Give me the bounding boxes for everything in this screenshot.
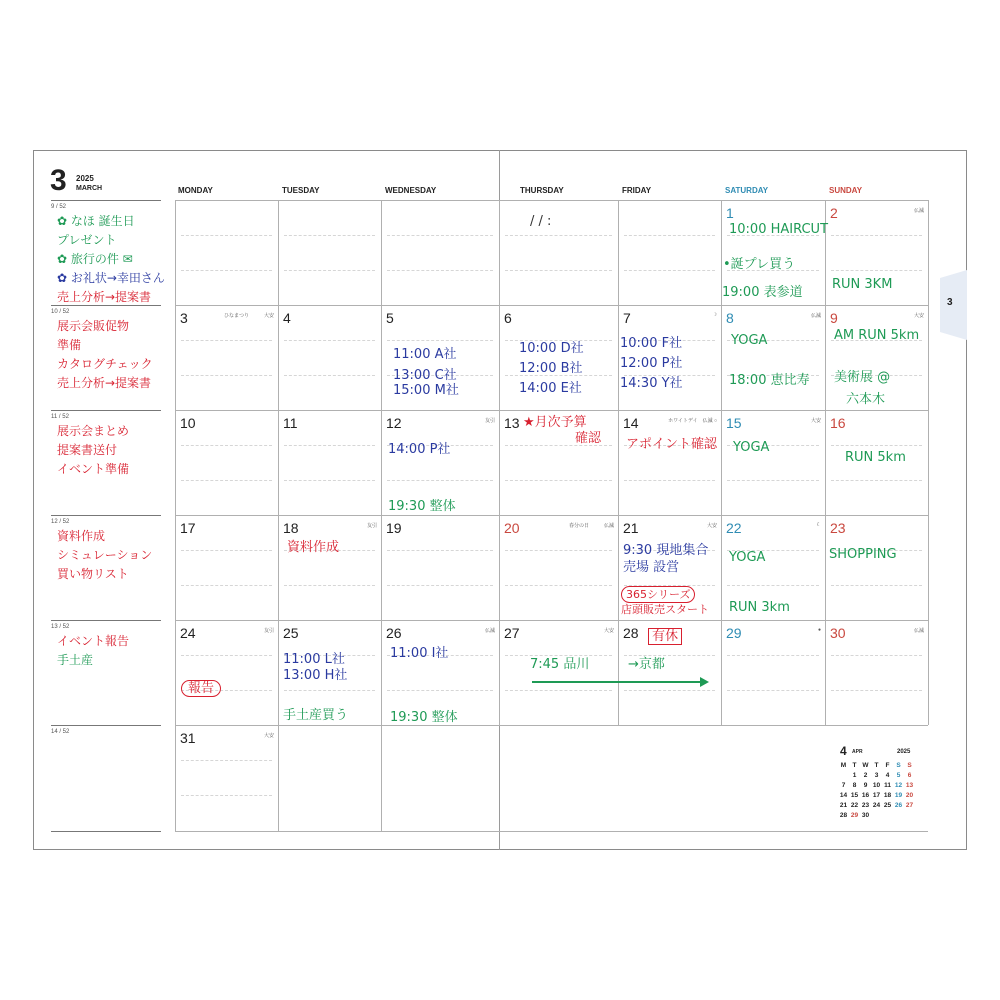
cell-guide-line xyxy=(181,375,272,376)
cell-guide-line xyxy=(727,585,819,586)
mini-calendar-day: 27 xyxy=(905,801,914,809)
cell-guide-line xyxy=(181,760,272,761)
mini-calendar-day: 4 xyxy=(885,771,890,779)
cell-guide-line xyxy=(181,655,272,656)
day-number-7[interactable]: 7 xyxy=(623,310,631,326)
mini-calendar-day: 15 xyxy=(850,791,859,799)
day-almanac-note: 仏滅 xyxy=(484,628,495,634)
week-memo-note: ✿ 旅行の件 ✉ xyxy=(57,252,133,266)
mini-calendar-day: 17 xyxy=(872,791,881,799)
day-number-27[interactable]: 27 xyxy=(504,625,520,641)
cell-guide-line xyxy=(624,270,715,271)
day-number-12[interactable]: 12 xyxy=(386,415,402,431)
cell-guide-line xyxy=(284,445,375,446)
day-almanac-note: 大安 xyxy=(263,733,274,739)
mini-calendar-day: 30 xyxy=(861,811,870,819)
day-number-30[interactable]: 30 xyxy=(830,625,846,641)
month-index-tab[interactable] xyxy=(940,270,967,340)
cell-guide-line xyxy=(284,340,375,341)
week-divider xyxy=(51,305,161,306)
handwritten-entry: •誕プレ買う xyxy=(723,257,796,272)
week-divider xyxy=(51,515,161,516)
handwritten-entry: 9:30 現地集合 xyxy=(623,543,709,558)
week-divider xyxy=(51,620,161,621)
handwritten-entry: 7:45 品川 xyxy=(530,657,590,672)
day-header-friday: FRIDAY xyxy=(622,186,652,195)
day-number-23[interactable]: 23 xyxy=(830,520,846,536)
week-memo-note: イベント報告 xyxy=(57,634,130,648)
handwritten-entry: 14:30 Y社 xyxy=(620,376,683,391)
day-almanac-note: 大安 xyxy=(603,628,614,634)
handwritten-entry: ★月次予算 xyxy=(523,415,587,430)
mini-calendar-month-name: APR xyxy=(852,749,863,755)
mini-calendar-year: 2025 xyxy=(897,749,911,755)
day-number-28[interactable]: 28 xyxy=(623,625,639,641)
day-almanac-note: ● xyxy=(817,627,821,633)
cell-guide-line xyxy=(284,375,375,376)
week-divider xyxy=(51,725,161,726)
cell-guide-line xyxy=(284,235,375,236)
day-header-wednesday: WEDNESDAY xyxy=(385,186,437,195)
day-number-4[interactable]: 4 xyxy=(283,310,291,326)
day-number-6[interactable]: 6 xyxy=(504,310,512,326)
handwritten-entry: 店頭販売スタート xyxy=(621,603,709,616)
day-number-22[interactable]: 22 xyxy=(726,520,742,536)
grid-vertical xyxy=(928,200,929,725)
grid-horizontal xyxy=(175,200,928,201)
cell-guide-line xyxy=(181,445,272,446)
handwritten-entry: 19:30 整体 xyxy=(388,499,456,514)
mini-calendar-day: 9 xyxy=(863,781,868,789)
mini-calendar-month: 4 xyxy=(840,744,847,758)
cell-guide-line xyxy=(181,270,272,271)
handwritten-entry: →京都 xyxy=(628,657,665,672)
week-number-label: 12 / 52 xyxy=(51,519,70,525)
week-memo-note: シミュレーション xyxy=(57,548,153,562)
cell-guide-line xyxy=(181,480,272,481)
day-number-31[interactable]: 31 xyxy=(180,730,196,746)
handwritten-entry: 資料作成 xyxy=(287,540,340,555)
day-number-5[interactable]: 5 xyxy=(386,310,394,326)
year-label: 2025 xyxy=(76,174,94,183)
mini-calendar-day: 12 xyxy=(894,781,903,789)
cell-guide-line xyxy=(284,585,375,586)
week-number-label: 10 / 52 xyxy=(51,309,70,315)
cell-guide-line xyxy=(624,480,715,481)
cell-guide-line xyxy=(831,655,922,656)
day-header-sunday: SUNDAY xyxy=(829,186,863,195)
cell-guide-line xyxy=(387,480,493,481)
handwritten-entry: RUN 5km xyxy=(845,450,906,465)
day-header-monday: MONDAY xyxy=(178,186,213,195)
mini-calendar-weekday: S xyxy=(907,761,912,769)
mini-calendar-day: 23 xyxy=(861,801,870,809)
handwritten-entry: / / : xyxy=(530,214,552,229)
week-memo-note: プレゼント xyxy=(57,233,117,247)
grid-vertical xyxy=(499,200,500,725)
week-memo-note: カタログチェック xyxy=(57,357,153,371)
mini-calendar-day xyxy=(871,810,882,820)
grid-horizontal xyxy=(175,305,928,306)
week-memo-note: 準備 xyxy=(57,338,82,352)
handwritten-entry: 報告 xyxy=(181,680,221,697)
day-almanac-note: 友引 xyxy=(366,523,377,529)
day-number-2[interactable]: 2 xyxy=(830,205,838,221)
day-number-29[interactable]: 29 xyxy=(726,625,742,641)
cell-guide-line xyxy=(505,655,612,656)
cell-guide-line xyxy=(505,585,612,586)
handwritten-entry: AM RUN 5km xyxy=(834,328,920,343)
week-memo-note: ✿ なほ 誕生日 xyxy=(57,214,135,228)
mini-calendar-weekday: F xyxy=(885,761,890,769)
cell-guide-line xyxy=(181,550,272,551)
cell-guide-line xyxy=(387,340,493,341)
grid-horizontal xyxy=(278,831,928,832)
cell-guide-line xyxy=(284,690,375,691)
handwritten-entry: 14:00 P社 xyxy=(388,442,451,457)
week-number-label: 11 / 52 xyxy=(51,414,69,420)
handwritten-entry: 美術展 @ xyxy=(834,370,891,385)
mini-calendar-day: 24 xyxy=(872,801,881,809)
day-number-20[interactable]: 20 xyxy=(504,520,520,536)
grid-vertical xyxy=(618,200,619,725)
grid-vertical xyxy=(825,200,826,725)
mini-calendar-day: 25 xyxy=(883,801,892,809)
week-memo-note: 手土産 xyxy=(57,653,94,667)
mini-calendar-weekday: T xyxy=(852,761,857,769)
travel-arrow xyxy=(532,681,707,683)
cell-guide-line xyxy=(284,480,375,481)
cell-guide-line xyxy=(624,235,715,236)
week-number-label: 14 / 52 xyxy=(51,729,70,735)
day-almanac-note: 友引 xyxy=(263,628,274,634)
day-number-16[interactable]: 16 xyxy=(830,415,846,431)
week-divider xyxy=(51,410,161,411)
cell-guide-line xyxy=(387,550,493,551)
day-almanac-note: 仏滅 xyxy=(913,628,924,634)
mini-calendar xyxy=(838,760,915,820)
grid-horizontal xyxy=(175,515,928,516)
mini-calendar-day: 16 xyxy=(861,791,870,799)
handwritten-entry: YOGA xyxy=(729,550,766,565)
cell-guide-line xyxy=(831,235,922,236)
grid-horizontal xyxy=(175,410,928,411)
cell-guide-line xyxy=(387,585,493,586)
handwritten-entry: 六本木 xyxy=(846,392,886,407)
mini-calendar-day: 7 xyxy=(841,781,846,789)
day-almanac-note: 春分の日 仏滅 xyxy=(568,523,614,529)
mini-calendar-day: 11 xyxy=(884,781,891,789)
mini-calendar-day: 5 xyxy=(896,771,901,779)
day-header-saturday: SATURDAY xyxy=(725,186,769,195)
handwritten-entry: 15:00 M社 xyxy=(393,383,459,398)
week-number-label: 13 / 52 xyxy=(51,624,70,630)
day-number-8[interactable]: 8 xyxy=(726,310,734,326)
handwritten-entry: 12:00 B社 xyxy=(519,361,583,376)
handwritten-entry: 11:00 A社 xyxy=(393,347,457,362)
week-memo-note: 展示会販促物 xyxy=(57,319,130,333)
grid-horizontal xyxy=(175,725,928,726)
week-divider xyxy=(51,831,161,832)
cell-guide-line xyxy=(505,480,612,481)
mini-calendar-week-row xyxy=(838,790,915,800)
day-number-26[interactable]: 26 xyxy=(386,625,402,641)
handwritten-entry: 確認 xyxy=(575,431,602,446)
handwritten-entry: 19:00 表参道 xyxy=(722,285,803,300)
cell-guide-line xyxy=(284,270,375,271)
cell-guide-line xyxy=(831,585,922,586)
handwritten-entry: 手土産買う xyxy=(283,708,349,723)
handwritten-entry: 売場 設営 xyxy=(623,560,680,575)
week-memo-note: 売上分析→提案書 xyxy=(57,376,152,390)
day-header-thursday: THURSDAY xyxy=(520,186,564,195)
day-number-13[interactable]: 13 xyxy=(504,415,520,431)
mini-calendar-week-row xyxy=(838,810,915,820)
mini-calendar-day: 26 xyxy=(894,801,903,809)
week-memo-note: 資料作成 xyxy=(57,529,106,543)
mini-calendar-day xyxy=(838,770,849,780)
mini-calendar-weekday: S xyxy=(896,761,901,769)
day-almanac-note: ☽ xyxy=(712,312,717,318)
handwritten-entry: RUN 3KM xyxy=(832,277,893,292)
week-memo-note: 展示会まとめ xyxy=(57,424,130,438)
cell-guide-line xyxy=(831,480,922,481)
mini-calendar-week-row xyxy=(838,780,915,790)
mini-calendar-weekday: M xyxy=(840,761,847,769)
mini-calendar-day: 28 xyxy=(839,811,848,819)
handwritten-entry: 365シリーズ xyxy=(621,586,695,603)
week-divider xyxy=(51,200,161,201)
day-number-15[interactable]: 15 xyxy=(726,415,742,431)
mini-calendar-day: 1 xyxy=(852,771,857,779)
mini-calendar-day: 29 xyxy=(850,811,859,819)
week-memo-note: イベント準備 xyxy=(57,462,130,476)
day-number-14[interactable]: 14 xyxy=(623,415,639,431)
mini-calendar-day: 19 xyxy=(894,791,903,799)
cell-guide-line xyxy=(505,550,612,551)
day-almanac-note: 友引 xyxy=(484,418,495,424)
cell-guide-line xyxy=(831,690,922,691)
cell-guide-line xyxy=(505,235,612,236)
mini-calendar-weekday: W xyxy=(862,761,869,769)
week-memo-note: 提案書送付 xyxy=(57,443,118,457)
cell-guide-line xyxy=(387,690,493,691)
mini-calendar-day: 13 xyxy=(905,781,914,789)
handwritten-entry: YOGA xyxy=(733,440,770,455)
travel-arrow-head xyxy=(700,677,709,687)
day-almanac-note: 仏滅 xyxy=(913,208,924,214)
mini-calendar-day: 14 xyxy=(839,791,848,799)
grid-vertical xyxy=(721,200,722,725)
grid-horizontal xyxy=(175,620,928,621)
handwritten-entry: アポイント確認 xyxy=(626,437,718,452)
mini-calendar-week-row xyxy=(838,800,915,810)
week-memo-note: 買い物リスト xyxy=(57,567,129,581)
handwritten-entry: 19:30 整体 xyxy=(390,710,458,725)
cell-guide-line xyxy=(181,795,272,796)
mini-calendar-day xyxy=(893,810,904,820)
day-almanac-note: ホワイトデイ 仏滅 ○ xyxy=(668,418,717,424)
cell-guide-line xyxy=(727,655,819,656)
day-number-21[interactable]: 21 xyxy=(623,520,639,536)
cell-guide-line xyxy=(181,585,272,586)
cell-guide-line xyxy=(831,445,922,446)
mini-calendar-day: 21 xyxy=(839,801,848,809)
day-almanac-note: 仏滅 xyxy=(810,313,821,319)
cell-guide-line xyxy=(505,270,612,271)
mini-calendar-day xyxy=(882,810,893,820)
day-number-1[interactable]: 1 xyxy=(726,205,734,221)
day-number-9[interactable]: 9 xyxy=(830,310,838,326)
cell-guide-line xyxy=(727,690,819,691)
day-number-18[interactable]: 18 xyxy=(283,520,299,536)
handwritten-entry: 14:00 E社 xyxy=(519,381,582,396)
week-memo-note: 売上分析→提案書 xyxy=(57,290,152,304)
day-number-24[interactable]: 24 xyxy=(180,625,196,641)
handwritten-entry: 10:00 D社 xyxy=(519,341,584,356)
mini-calendar-day: 10 xyxy=(872,781,881,789)
mini-calendar-week-row xyxy=(838,770,915,780)
day-header-tuesday: TUESDAY xyxy=(282,186,320,195)
mini-calendar-day: 22 xyxy=(850,801,859,809)
handwritten-entry: 11:00 I社 xyxy=(390,646,449,661)
month-name: MARCH xyxy=(76,185,103,192)
day-number-10[interactable]: 10 xyxy=(180,415,196,431)
day-almanac-note: ひなまつり 大安 xyxy=(223,313,274,319)
month-number: 3 xyxy=(50,164,67,197)
day-almanac-note: 大安 xyxy=(913,313,924,319)
cell-guide-line xyxy=(505,690,612,691)
day-number-25[interactable]: 25 xyxy=(283,625,299,641)
week-number-label: 9 / 52 xyxy=(51,204,67,210)
day-almanac-note: 大安 xyxy=(810,418,821,424)
day-number-11[interactable]: 11 xyxy=(283,415,298,431)
handwritten-entry: 18:00 恵比寿 xyxy=(729,373,810,388)
handwritten-entry: 12:00 P社 xyxy=(620,356,683,371)
mini-calendar-weekday-row xyxy=(838,760,915,770)
handwritten-entry: 13:00 C社 xyxy=(393,368,457,383)
mini-calendar-day: 20 xyxy=(905,791,914,799)
cell-guide-line xyxy=(181,235,272,236)
mini-calendar-day: 6 xyxy=(907,771,912,779)
day-number-17[interactable]: 17 xyxy=(180,520,196,536)
mini-calendar-day xyxy=(904,810,915,820)
mini-calendar-day: 18 xyxy=(883,791,892,799)
handwritten-entry: 11:00 L社 xyxy=(283,652,345,667)
handwritten-entry: 10:00 HAIRCUT xyxy=(729,222,829,237)
mini-calendar-day: 2 xyxy=(863,771,868,779)
handwritten-entry: SHOPPING xyxy=(829,547,897,562)
mini-calendar-weekday: T xyxy=(874,761,879,769)
planner-spread xyxy=(33,150,967,850)
cell-guide-line xyxy=(831,270,922,271)
day-number-3[interactable]: 3 xyxy=(180,310,188,326)
day-almanac-note: 大安 xyxy=(706,523,717,529)
handwritten-entry: 13:00 H社 xyxy=(283,668,348,683)
cell-guide-line xyxy=(181,340,272,341)
cell-guide-line xyxy=(387,235,493,236)
day-almanac-note: ☾ xyxy=(816,522,821,528)
handwritten-entry: 有休 xyxy=(648,628,682,645)
mini-calendar-day: 3 xyxy=(874,771,879,779)
grid-horizontal xyxy=(175,831,278,832)
cell-guide-line xyxy=(624,690,715,691)
cell-guide-line xyxy=(387,270,493,271)
mini-calendar-day: 8 xyxy=(852,781,857,789)
month-index-tab-label: 3 xyxy=(947,297,953,308)
week-memo-note: ✿ お礼状→幸田さん xyxy=(57,271,165,285)
day-number-19[interactable]: 19 xyxy=(386,520,402,536)
handwritten-entry: RUN 3km xyxy=(729,600,790,615)
handwritten-entry: 10:00 F社 xyxy=(620,336,683,351)
cell-guide-line xyxy=(727,480,819,481)
cell-guide-line xyxy=(624,655,715,656)
handwritten-entry: YOGA xyxy=(731,333,768,348)
